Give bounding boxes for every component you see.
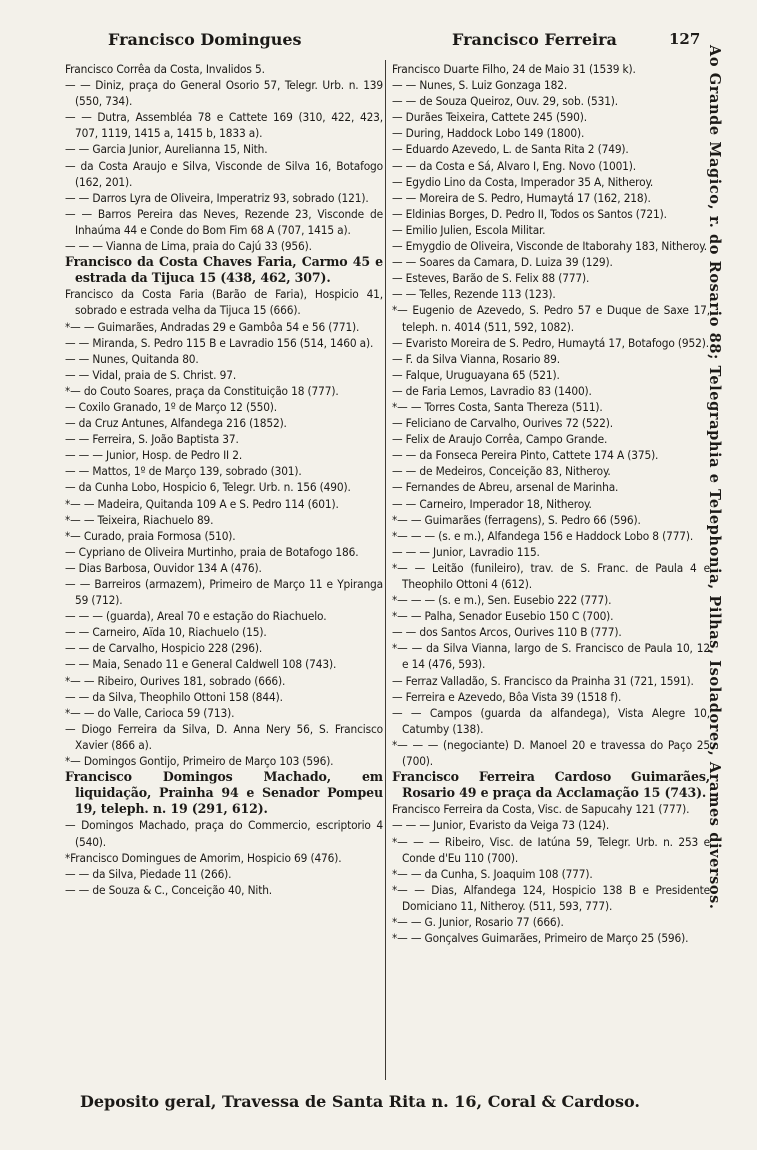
directory-entry: — Ferreira e Azevedo, Bôa Vista 39 (1518 f).: [392, 689, 622, 704]
directory-entry: — — Carneiro, Aïda 10, Riachuelo (15).: [65, 625, 267, 640]
directory-entry: — Eldinias Borges, D. Pedro II, Todos os Santos (721).: [392, 206, 667, 221]
directory-entry: Francisco Ferreira da Costa, Visc. de Sapucahy 121 (777).: [392, 802, 690, 817]
directory-entry: — — Barros Pereira das Neves, Rezende 23, Visconde de Inhaúma 44 e Conde do Bom Fim 68 A (707, 1415 a).: [65, 206, 383, 237]
directory-entry: — da Cruz Antunes, Alfandega 216 (1852).: [65, 416, 287, 431]
directory-entry: — — Maia, Senado 11 e General Caldwell 108 (743).: [65, 657, 337, 672]
directory-entry: — — — Junior, Evaristo da Veiga 73 (124).: [392, 818, 610, 833]
directory-entry: — — da Costa e Sá, Alvaro I, Eng. Novo (1001).: [392, 158, 636, 173]
directory-entry: — — de Carvalho, Hospicio 228 (296).: [65, 641, 263, 656]
directory-entry: Francisco Corrêa da Costa, Invalidos 5.: [65, 62, 265, 76]
directory-entry: *— — — Ribeiro, Visc. de Iatúna 59, Telegr. Urb. n. 253 e Conde d'Eu 110 (700).: [392, 834, 710, 865]
directory-entry: — — Moreira de S. Pedro, Humaytá 17 (162, 218).: [392, 190, 651, 205]
footer-advertisement: Deposito geral, Travessa de Santa Rita n. 16, Coral & Cardoso.: [80, 1092, 640, 1111]
directory-entry: — Falque, Uruguayana 65 (521).: [392, 367, 560, 382]
directory-entry: — Cypriano de Oliveira Murtinho, praia de Botafogo 186.: [65, 544, 359, 559]
directory-entry: — Felix de Araujo Corrêa, Campo Grande.: [392, 432, 608, 447]
directory-entry: — Esteves, Barão de S. Felix 88 (777).: [392, 271, 590, 286]
directory-entry: — — de Medeiros, Conceição 83, Nitheroy.: [392, 464, 611, 479]
directory-entry: — Fernandes de Abreu, arsenal de Marinha.: [392, 480, 619, 495]
directory-entry: — — da Silva, Theophilo Ottoni 158 (844).: [65, 689, 283, 704]
directory-entry: Francisco Duarte Filho, 24 de Maio 31 (1539 k).: [392, 62, 636, 76]
left-column: [65, 61, 383, 898]
directory-entry: — — Dutra, Assembléa 78 e Cattete 169 (310, 422, 423, 707, 1119, 1415 a, 1415 b, 1833 a).: [65, 110, 383, 141]
right-column: [392, 61, 710, 946]
directory-entry: — — Campos (guarda da alfandega), Vista Alegre 10, Catumby (138).: [392, 705, 710, 736]
directory-entry: — — da Silva, Piedade 11 (266).: [65, 866, 232, 881]
directory-entry: Francisco Ferreira Cardoso Guimarães, Rosario 49 e praça da Acclamação 15 (743).: [392, 769, 710, 801]
directory-entry: *— — Dias, Alfandega 124, Hospicio 138 B e Presidente Domiciano 11, Nitheroy. (511, 593, 777).: [392, 882, 710, 913]
directory-entry: *— — G. Junior, Rosario 77 (666).: [392, 914, 564, 929]
directory-entry: — Emilio Julien, Escola Militar.: [392, 222, 546, 237]
directory-entry: — Egydio Lino da Costa, Imperador 35 A, Nitheroy.: [392, 174, 654, 189]
directory-entry: — da Costa Araujo e Silva, Visconde de Silva 16, Botafogo (162, 201).: [65, 158, 383, 189]
directory-entry: — — Garcia Junior, Aurelianna 15, Nith.: [65, 142, 268, 157]
directory-entry: Francisco Domingos Machado, em liquidação, Prainha 94 e Senador Pompeu 19, teleph. n. 19 (291, 612).: [65, 769, 383, 817]
directory-entry: — — — Junior, Lavradio 115.: [392, 544, 540, 559]
directory-entry: — Diogo Ferreira da Silva, D. Anna Nery 56, S. Francisco Xavier (866 a).: [65, 721, 383, 752]
directory-entry: *— do Couto Soares, praça da Constituição 18 (777).: [65, 383, 339, 398]
directory-entry: — Feliciano de Carvalho, Ourives 72 (522).: [392, 416, 613, 431]
directory-entry: *— Curado, praia Formosa (510).: [65, 528, 236, 543]
directory-entry: — — dos Santos Arcos, Ourives 110 B (777).: [392, 625, 622, 640]
directory-entry: — — — (guarda), Areal 70 e estação do Riachuelo.: [65, 609, 327, 624]
directory-entry: — — de Souza Queiroz, Ouv. 29, sob. (531).: [392, 94, 619, 109]
directory-entry: *— Eugenio de Azevedo, S. Pedro 57 e Duque de Saxe 17, teleph. n. 4014 (511, 592, 1082).: [392, 303, 710, 334]
directory-entry: — — Nunes, Quitanda 80.: [65, 351, 199, 366]
directory-entry: *— — — (s. e m.), Sen. Eusebio 222 (777).: [392, 593, 612, 608]
directory-entry: *— — Ribeiro, Ourives 181, sobrado (666).: [65, 673, 286, 688]
directory-entry: *— — Gonçalves Guimarães, Primeiro de Março 25 (596).: [392, 931, 689, 946]
directory-entry: — de Faria Lemos, Lavradio 83 (1400).: [392, 383, 592, 398]
side-advertisement: Ao Grande Magico, r. do Rosario 88; Telegraphia e Telephonia, Pilhas, Isoladores, Arames diversos.: [706, 45, 723, 910]
directory-entry: *— — — (negociante) D. Manoel 20 e travessa do Paço 25 (700).: [392, 737, 710, 769]
directory-entry: *— Domingos Gontijo, Primeiro de Março 103 (596).: [65, 754, 334, 769]
column-divider: [385, 60, 386, 1080]
directory-entry: — — Telles, Rezende 113 (123).: [392, 287, 556, 302]
directory-entry: *Francisco Domingues de Amorim, Hospicio 69 (476).: [65, 850, 342, 865]
directory-entry: — — Mattos, 1º de Março 139, sobrado (301).: [65, 464, 302, 479]
directory-entry: *— — Teixeira, Riachuelo 89.: [65, 512, 214, 527]
directory-entry: *— — Torres Costa, Santa Thereza (511).: [392, 399, 603, 414]
directory-entry: — Dias Barbosa, Ouvidor 134 A (476).: [65, 560, 262, 575]
directory-entry: — Evaristo Moreira de S. Pedro, Humaytá 17, Botafogo (952).: [392, 335, 709, 350]
directory-entry: *— — — (s. e m.), Alfandega 156 e Haddock Lobo 8 (777).: [392, 528, 694, 543]
directory-entry: — — Diniz, praça do General Osorio 57, Telegr. Urb. n. 139 (550, 734).: [65, 78, 383, 109]
directory-entry: — Domingos Machado, praça do Commercio, escriptorio 4 (540).: [65, 818, 383, 849]
running-header-left: Francisco Domingues: [108, 30, 302, 49]
page-number: 127: [669, 30, 701, 48]
running-header-right: Francisco Ferreira: [452, 30, 617, 49]
directory-entry: *— — Madeira, Quitanda 109 A e S. Pedro 114 (601).: [65, 496, 339, 511]
directory-entry: — F. da Silva Vianna, Rosario 89.: [392, 351, 560, 366]
directory-entry: *— — Leitão (funileiro), trav. de S. Franc. de Paula 4 e Theophilo Ottoni 4 (612).: [392, 560, 710, 591]
directory-entry: — Ferraz Valladão, S. Francisco da Prainha 31 (721, 1591).: [392, 673, 694, 688]
directory-entry: — — Soares da Camara, D. Luiza 39 (129).: [392, 255, 613, 270]
directory-entry: *— — do Valle, Carioca 59 (713).: [65, 705, 235, 720]
directory-entry: *— — Guimarães (ferragens), S. Pedro 66 (596).: [392, 512, 641, 527]
directory-entry: *— — da Cunha, S. Joaquim 108 (777).: [392, 866, 593, 881]
directory-entry: — During, Haddock Lobo 149 (1800).: [392, 126, 585, 141]
directory-entry: — — da Fonseca Pereira Pinto, Cattete 174 A (375).: [392, 448, 659, 463]
directory-entry: — — de Souza & C., Conceição 40, Nith.: [65, 882, 273, 897]
directory-entry: — — — Junior, Hosp. de Pedro II 2.: [65, 448, 243, 463]
directory-entry: — — Nunes, S. Luiz Gonzaga 182.: [392, 78, 568, 93]
directory-entry: — Eduardo Azevedo, L. de Santa Rita 2 (749).: [392, 142, 629, 157]
directory-entry: — — Barreiros (armazem), Primeiro de Março 11 e Ypiranga 59 (712).: [65, 577, 383, 608]
directory-entry: — — Carneiro, Imperador 18, Nitheroy.: [392, 496, 592, 511]
directory-entry: — Coxilo Granado, 1º de Março 12 (550).: [65, 399, 278, 414]
directory-entry: — — — Vianna de Lima, praia do Cajú 33 (956).: [65, 239, 312, 254]
directory-entry: — — Darros Lyra de Oliveira, Imperatriz 93, sobrado (121).: [65, 190, 369, 205]
directory-entry: — Emygdio de Oliveira, Visconde de Itaborahy 183, Nitheroy.: [392, 239, 707, 254]
directory-entry: *— — Palha, Senador Eusebio 150 C (700).: [392, 609, 614, 624]
directory-entry: — Durães Teixeira, Cattete 245 (590).: [392, 110, 587, 125]
directory-entry: — — Ferreira, S. João Baptista 37.: [65, 432, 239, 447]
directory-entry: Francisco da Costa Faria (Barão de Faria), Hospicio 41, sobrado e estrada velha da Tijuca 15 (666).: [65, 287, 383, 318]
directory-entry: — — Miranda, S. Pedro 115 B e Lavradio 156 (514, 1460 a).: [65, 335, 374, 350]
directory-entry: *— — Guimarães, Andradas 29 e Gambôa 54 e 56 (771).: [65, 319, 360, 334]
directory-entry: Francisco da Costa Chaves Faria, Carmo 45 e estrada da Tijuca 15 (438, 462, 307).: [65, 254, 383, 286]
directory-entry: *— — da Silva Vianna, largo de S. Francisco de Paula 10, 12 e 14 (476, 593).: [392, 641, 710, 672]
directory-entry: — da Cunha Lobo, Hospicio 6, Telegr. Urb. n. 156 (490).: [65, 480, 351, 495]
directory-entry: — — Vidal, praia de S. Christ. 97.: [65, 367, 237, 382]
